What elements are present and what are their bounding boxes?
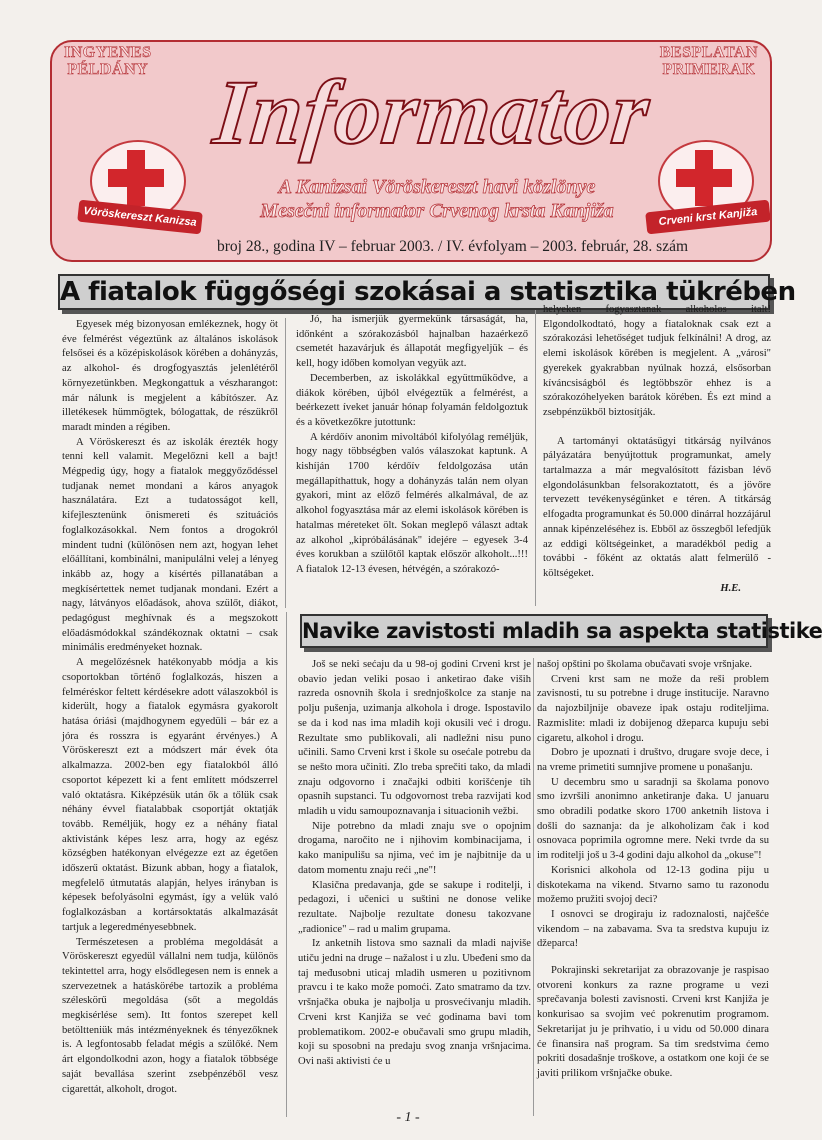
red-cross-logo-left bbox=[82, 140, 198, 230]
paragraph: Klasična predavanja, gde se sakupe i roditelji, i pedagozi, i učenici u suštini ne donose velike rezultate. Najbolje rezultate donesu takozvane „radionice" – rad u malim grupama. bbox=[298, 879, 531, 935]
column-divider bbox=[286, 612, 287, 1117]
logo-ribbon-hu: Vöröskereszt Kanizsa bbox=[77, 200, 203, 235]
red-cross-icon-bar bbox=[676, 169, 732, 187]
author-signature: H.E. bbox=[720, 582, 741, 594]
paragraph: I osnovci se drogiraju iz radoznalosti, najčešće vikendom – na zabavama. Sva ta sredstva kupuju iz džeparca! bbox=[537, 908, 769, 950]
paragraph: Nije potrebno da mladi znaju sve o opojnim drogama, naročito ne i njihovim kombinacijama, i kako manipulišu sa njima, već im je najbitnije da u datom momentu znaju reći „ne"! bbox=[298, 820, 531, 876]
headline-hungarian: A fiatalok függőségi szokásai a statisztika tükrében bbox=[58, 274, 770, 310]
paragraph: A megelőzésnek hatékonyabb módja a kis csoportokban történő foglalkozás, hiszen a felméréskor feltett kérdésekre adott válaszokból is kiderült, hogy a fiatalok egymásra gyakorolt hatása óriási (majdhogynem egyedüli – bár ez a jóra és rosszra is egyaránt érvényes.) A Vöröskereszt ezt a módszert már évek óta alkalmazza. 2002-ben egy fiatalokból álló csoportot képezett ki a fent említett módszerrel való oktatásra. Kiképzésük után ők a tőlük csak néhány évvel fiatalabbak csoportját oktatják tovább. Reméljük, hogy ez a néhány fiatal aktivistánk képes lesz arra, hogy az egész községben hatékonyan elvégezze ezt az égetően időszerű oktatást. Bizunk abban, hogy a fiatalok, megfelelő útmutatás alapján, helyes irányban is képesek befolyásolni egymást, így a velük való foglalkozásban a kortársoktatás alkalmazását tartjuk a legeredményesebbnek. bbox=[62, 657, 278, 933]
paragraph: Pokrajinski sekretarijat za obrazovanje je raspisao otvoreni konkurs za razne programe u vezi sprečavanja bolesti zavisnosti. Crveni krst Kanjiža je konkurisao sa svojim već pokrenutim programom. Sekretarijat ju je prihvatio, i u vidu od 50.000 dinara će finansira naš program. Sa tim sredstvima ćemo pokriti dosadašnje troškove, a ostatkom one koji će se javiti prilikom vršnjačke obuke. bbox=[537, 965, 769, 1079]
tagline-hungarian: A Kanizsai Vöröskereszt havi közlönye bbox=[278, 176, 596, 198]
issue-line: broj 28., godina IV – februar 2003. / IV. évfolyam – 2003. február, 28. szám bbox=[217, 238, 689, 255]
paragraph: Još se neki sećaju da u 98-oj godini Crveni krst je obavio jedan veliki posao i anketirao đake viših razreda osnovnih škola i srednjoškolce za stanje na polju pušenja, uzimanja alkohola i droge. Ispostavilo se da i kod nas ima mladih koji okusili već i drogu. Rezultate smo publikovali, ali nadležni nisu puno učinili. Samo Crveni krst i škole su osećale potrebu da se nešto mora učiniti. Zlo treba sprečiti tako, da mladi znaju odgovorno i značajki odbiti korišćenje tih opasnih supstanci. Tu odgovornost treba razvijati kod mladih u vidu samoupoznavanja i situacionih vežbi. bbox=[298, 659, 531, 818]
column-divider bbox=[285, 318, 286, 608]
logo-ribbon-sr: Crveni krst Kanjiža bbox=[645, 200, 771, 235]
free-copy-label-hu: INGYENES PÉLDÁNY bbox=[64, 44, 152, 78]
free-copy-label-sr: BESPLATAN PRIMERAK bbox=[659, 44, 758, 78]
paragraph: A kérdőív anonim mivoltából kifolyólag reméljük, hogy nagy többségben valós válaszokat kaptunk. A kishíján 1700 kérdőív feldolgozása után megállapíthattuk, hogy a dohányzás talán nem olyan gyakori, mint az előző felmérés alkalmával, de az alkohol fogyasztása már az elemi iskolások körében is hatalmas méreteket ölt. Sokan meglepő választ adtak az alkohol „kipróbálásának" idejére – egyesek 3-4 éves korukban a szülőtől kaptak először alkoholt...!!! A fiatalok 12-13 évesen, hétvégén, a szórakozó- bbox=[296, 431, 528, 575]
article-hu-column-2 bbox=[296, 313, 528, 603]
paragraph: Crveni krst sam ne može da reši problem zavisnosti, tu su potrebne i druge institucije. Naravno da najozbiljnije obaveze ipak ostaju roditeljima. Razmislite: mladi iz dobijenog džeparca kupuju sebi cigaretu, alkohol i drogu. bbox=[537, 673, 769, 744]
article-hu-column-3 bbox=[543, 303, 771, 603]
paragraph: našoj opštini po školama obučavati svoje vršnjake. bbox=[537, 659, 753, 670]
paragraph: Decemberben, az iskolákkal együttműködve, a diákok körében, újból elvégeztük a felmérést, a beérkezett íveket január hónap folyamán feldolgoztuk és a következőkre jutottunk: bbox=[296, 372, 528, 428]
red-cross-icon-bar bbox=[108, 169, 164, 187]
paragraph: Egyesek még bizonyosan emlékeznek, hogy öt éve felmérést végeztünk az általános iskolások felsősei és a középiskolások körében a dohányzás, az alkohol- és drogfogyasztás jelenlétéről környezetünkben. Megkongattuk a vészharangot: már nálunk is megjelent a kábítószer. Az illetékesek hümmögtek, bólogattak, de részükről maradt minden a régiben. bbox=[62, 319, 278, 433]
paragraph: Iz anketnih listova smo saznali da mladi najviše utiču jedni na druge – nažalost i u zlu. Ubeđeni smo da taj međusobni uticaj mladih usmeren u pozitivnom pravcu i te kako može pomoći. Zato smatramo da tzv. vršnjačka obuka je najbolja u prosvećivanju mladih. Crveni krst Kanjiža se već godinama bavi tom problematikom. 2002-e obučavali smo grupu mladih, koji su sposobni na predaju svog znanja vršnjacima. Ovi naši aktivisti će u bbox=[298, 938, 532, 1067]
paragraph: A tartományi oktatásügyi titkárság nyilvános pályázatára benyújtottuk programunkat, amely tartalmazza a már megvalósított fázisban lévő elgondolásunkban felsorakoztatott, és a jövőre tervezett tevékenységünket e téren. A titkárság elfogadta programunkat és 50.000 dinárral hozzájárul annak kipénzeléséhez is. Ebből az összegből lefedjük az eddigi költségeinket, a maradékból pedig a további - főként az oktatás alatt felmerülő - költségeket. bbox=[543, 435, 771, 579]
column-divider bbox=[535, 310, 536, 606]
tagline-serbian: Mesečni informator Crvenog krsta Kanjiža bbox=[260, 200, 614, 222]
newsletter-title: Informator bbox=[209, 61, 655, 163]
paragraph: Jó, ha ismerjük gyermekünk társaságát, ha, időnként a szórakozásból hajnalban hazaérkező csemetét hazavárjuk és állapotát megfigyeljük – és kell, hogy időben komolyan vegyük azt. bbox=[296, 314, 528, 370]
article-sr-column-1 bbox=[298, 658, 531, 1120]
article-hu-column-1 bbox=[62, 318, 278, 1118]
headline-serbian: Navike zavistosti mladih sa aspekta statistike bbox=[300, 614, 768, 648]
paragraph: A Vöröskereszt és az iskolák érezték hogy tenni kell valamit. Megelőzni kell a bajt! Mégpedig úgy, hogy a fiatalok meggyőződéssel tudjanak nemet mondani a káros anyagok használatára. Ezt a tudatosságot kell, kifejlesztenünk önismereti és szituációs foglalkozásokkal. Nem fontos a drogokról mindent tudni (különösen nem azt, hogyan lehet előállítani, kombinálni, manipulálni velej a lényeg inkább az, hogy a kísértés pillanatában a megkísértettek nemet tudjanak mondani. Ezért a nagy, látványos előadások, ahova szülőt, diákot, pedagógust meghívnak és a megszokott előadásmódokkal szándékoznak oktatni – csak minimális eredményeket hoznak. bbox=[62, 436, 278, 654]
article-sr-column-2 bbox=[537, 658, 769, 1120]
page-number: - 1 - bbox=[396, 1110, 420, 1125]
masthead bbox=[50, 40, 772, 262]
paragraph: Korisnici alkohola od 12-13 godina piju u diskotekama na vikend. Stvarno samo tu razonodu možemo pružiti svojoj deci? bbox=[537, 864, 769, 906]
column-divider bbox=[533, 658, 534, 1116]
paragraph: Dobro je upoznati i društvo, drugare svoje dece, i na vreme primetiti sumnjive promene u ponašanju. bbox=[537, 747, 769, 773]
paragraph: Természetesen a probléma megoldását a Vöröskereszt egyedül vállalni nem tudja, különös tekintettel arra, hogy elsődlegesen nem is ennek a szervezetnek a hatáskörébe tartozik a probléma széleskörű megoldása (sőt a megoldás megkisérlése sem). Itt fontos szerepet kell betöltteniük más intézményeknek és tényezőknek is. A legfontosabb feladat mégis a szülőké. Nem árt elgondolkodni azon, hogy a fiatalok többsége saját bevallása szerint zsebpénzéből vesz cigarettát, alkoholt, drogot. bbox=[62, 936, 278, 1095]
paragraph: helyeken fogyasztanak alkoholos italt! Elgondolkodtató, hogy a fiataloknak csak ezt a szórakozási lehetőséget tudjuk felkínálni! A drog, az elemi iskolások körében is megjelent. A „városi" gyerekek gyakrabban nyúlnak hozzá, elsősorban kíváncsiságból és legtöbbször ehhez is a szórakozóhelyeken barátok körében. És ezt mind a zsebpénzükből biztosítják. bbox=[543, 304, 771, 418]
paragraph: U decembru smo u saradnji sa školama ponovo smo izvršili anonimno anketiranje đaka. U januaru smo obradili podatke skoro 1700 anketnih listova i došli do saznanja: da je alkoholizam čak i kod osnovaca poprimila ogromne mere. Neki tvrde da su im roditelji još u 3-4 godini daju alkohol da „okuse"! bbox=[537, 776, 769, 862]
